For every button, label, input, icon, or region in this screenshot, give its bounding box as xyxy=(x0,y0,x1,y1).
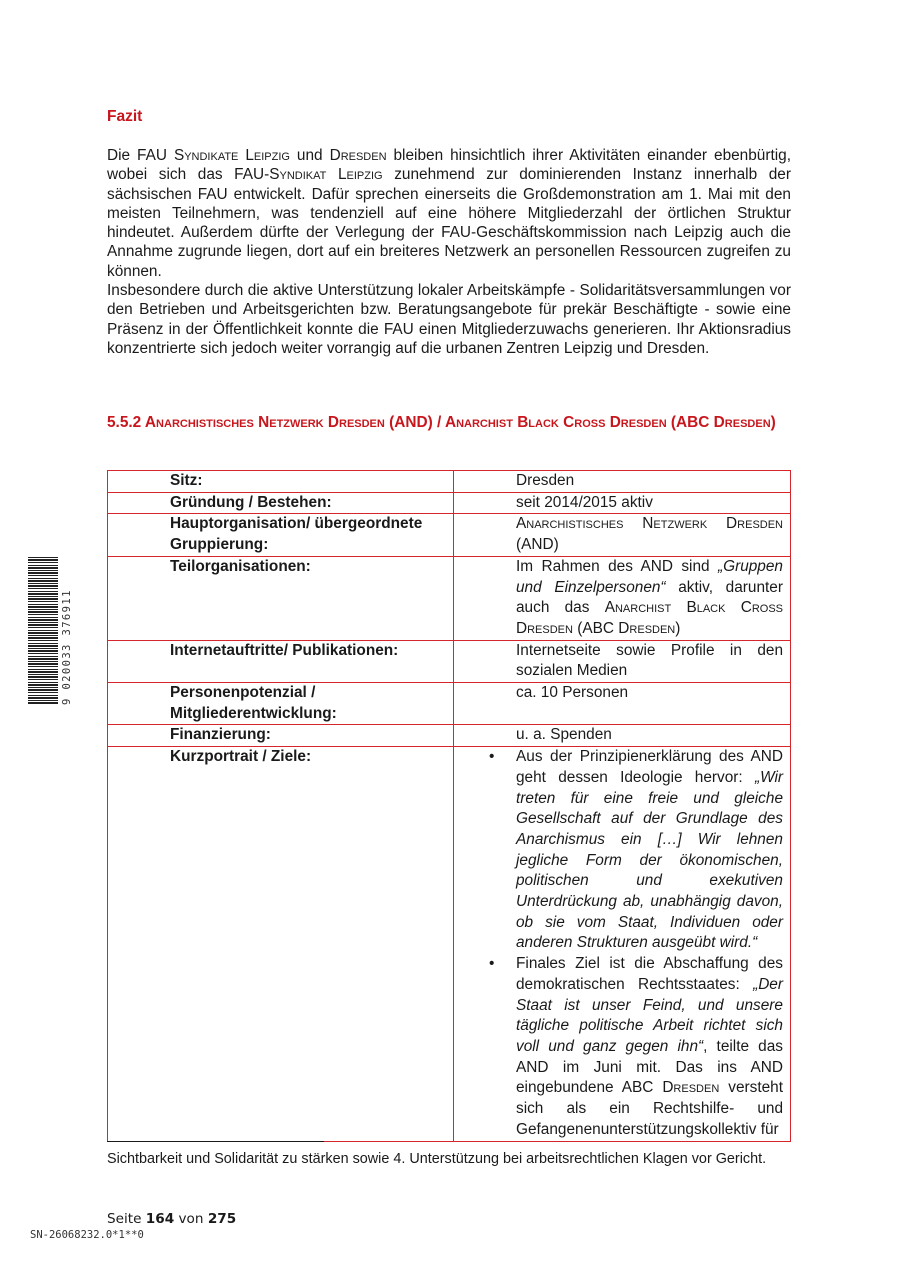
barcode-bars-icon xyxy=(28,557,58,705)
list-item: • Finales Ziel ist die Abschaffung des demokratischen Rechtsstaates: „Der Staat ist unser Feind, und unsere tägliche politische Arbeit richtet sich voll und ganz gegen ihn“, teilte das AND im Juni mit. Das ins AND eingebundene ABC Dresden versteht sich als ein Rechtshilfe- und Gefangenenunterstützungskollektiv für xyxy=(489,955,784,1138)
list-item: • Aus der Prinzipienerklärung des AND geht dessen Ideologie hervor: „Wir treten für eine freie und gleiche Gesellschaft auf der Grundlage des Anarchismus ein […] Wir lehnen jegliche Form der ökonomischen, politischen und exekutiven Unterdrückung ab, unabhängig davon, ob sie vom Staat, Individuen oder anderen Strukturen ausgeübt wird.“ xyxy=(489,748,783,952)
page-number: Seite 164 von 275 xyxy=(107,1211,237,1227)
fazit-heading: Fazit xyxy=(107,108,143,125)
row-label: Gründung / Bestehen: xyxy=(108,492,454,514)
table-row-gruendung xyxy=(108,492,791,514)
row-value: Internetseite sowie Profile in den sozialen Medien xyxy=(454,640,791,682)
row-value: Anarchistisches Netzwerk Dresden (AND) xyxy=(454,514,791,556)
row-label: Hauptorganisation/ übergeordnete Gruppierung: xyxy=(108,514,454,556)
fazit-paragraph-1: Die FAU Syndikate Leipzig und Dresden bleiben hinsichtlich ihrer Aktivitäten einander ebenbürtig, wobei sich das FAU-Syndikat Leipzig zunehmend zur dominierenden Instanz innerhalb der sächsischen FAU entwickelt. Dafür sprechen einerseits die Großdemonstration am 1. Mai mit den meisten Teilnehmern, was tendenziell auf eine höhere Mitgliederzahl der örtlichen Struktur hindeutet. Außerdem dürfte der Verlegung der FAU-Geschäftskommission nach Leipzig auch die Annahme zugrunde liegen, dort auf ein breiteres Netzwerk an personellen Ressourcen zugreifen zu können. xyxy=(107,147,792,280)
row-label: Teilorganisationen: xyxy=(108,556,454,640)
table-row-kurzportrait xyxy=(108,747,791,1141)
document-serial: SN-26068232.0*1**0 xyxy=(30,1229,144,1241)
barcode xyxy=(28,557,72,705)
row-value: u. a. Spenden xyxy=(454,725,791,747)
barcode-digits: 9 020033 376911 xyxy=(61,589,73,705)
row-label: Kurzportrait / Ziele: xyxy=(108,747,454,1141)
row-value: ca. 10 Personen xyxy=(454,683,791,725)
footnote-text: Sichtbarkeit und Solidarität zu stärken sowie 4. Unterstützung bei arbeitsrechtlichen Klagen vor Gericht. xyxy=(107,1151,767,1167)
row-value: Im Rahmen des AND sind „Gruppen und Einzelpersonen“ aktiv, darunter auch das Anarchist Black Cross Dresden (ABC Dresden) xyxy=(454,556,791,640)
fazit-paragraph-2: Insbesondere durch die aktive Unterstützung lokaler Arbeitskämpfe - Solidaritätsversammlungen vor den Betrieben und Arbeitsgerichten bzw. Beratungsangebote für prekär Beschäftigte - sowie eine Präsenz in der Öffentlichkeit konnte die FAU einen Mitgliederzuwachs generieren. Ihr Aktionsradius konzentrierte sich jedoch weiter vorrangig auf die urbanen Zentren Leipzig und Dresden. xyxy=(107,282,791,357)
footnote-separator xyxy=(107,1141,324,1142)
row-label: Sitz: xyxy=(108,471,454,493)
row-value xyxy=(454,747,791,1141)
organization-info-table xyxy=(107,470,791,1142)
table-row-teilorganisationen xyxy=(108,556,791,640)
table-row-internetauftritte xyxy=(108,640,791,682)
table-row-sitz xyxy=(108,471,791,493)
table-row-personenpotenzial xyxy=(108,683,791,725)
row-value: Dresden xyxy=(454,471,791,493)
bullet-icon: • xyxy=(489,748,495,766)
section-heading: 5.5.2 Anarchistisches Netzwerk Dresden (AND) / Anarchist Black Cross Dresden (ABC Dresden) xyxy=(107,414,776,431)
table-row-hauptorganisation xyxy=(108,514,791,556)
goals-list xyxy=(489,747,784,1140)
row-label: Personenpotenzial / Mitgliederentwicklung: xyxy=(108,683,454,725)
bullet-icon: • xyxy=(489,955,495,973)
row-label: Internetauftritte/ Publikationen: xyxy=(108,640,454,682)
row-label: Finanzierung: xyxy=(108,725,454,747)
table-row-finanzierung xyxy=(108,725,791,747)
row-value: seit 2014/2015 aktiv xyxy=(454,492,791,514)
